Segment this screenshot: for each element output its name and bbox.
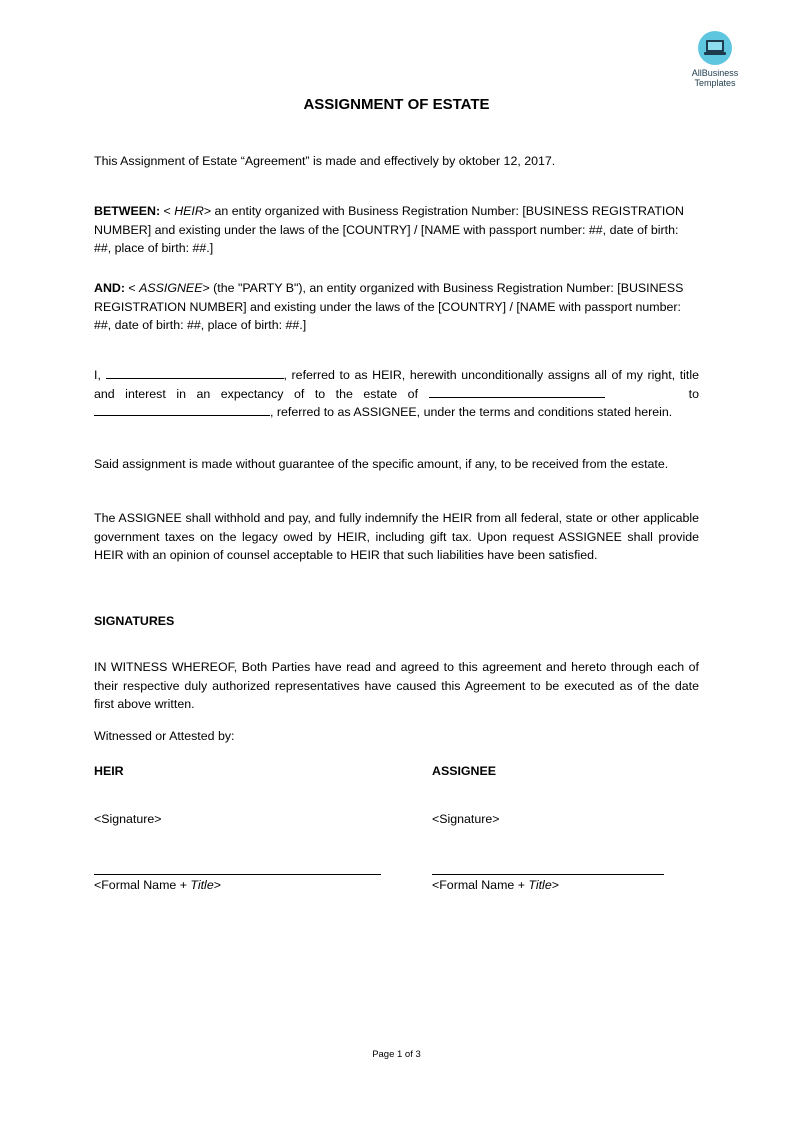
between-label: BETWEEN:	[94, 204, 161, 218]
heir-signature-line[interactable]	[94, 874, 381, 875]
assignee-signature-label: <Signature>	[432, 812, 500, 826]
assignment-clause: I, , referred to as HEIR, herewith unconditionally assigns all of my right, title and interest in an expectancy of to the estate of to , referred to as ASSIGNEE, under the terms and conditions stated herein.	[94, 368, 699, 419]
and-paragraph: AND: < ASSIGNEE> (the "PARTY B"), an entity organized with Business Registration Number: [BUSINESS REGISTRATION NUMBER] and existing under the laws of the [COUNTRY] / [NAME with passport number: ##, date of birth: ##, place of birth: ##.]	[94, 281, 684, 332]
assignee-signature-line[interactable]	[432, 874, 664, 875]
allbusiness-logo	[684, 31, 746, 88]
estate-name-blank[interactable]	[429, 385, 605, 398]
heir-formal-name: <Formal Name + Title>	[94, 878, 221, 892]
heir-signature-label: <Signature>	[94, 812, 162, 826]
heir-heading: HEIR	[94, 764, 124, 778]
intro-paragraph: This Assignment of Estate “Agreement” is made and effectively by oktober 12, 2017.	[94, 154, 556, 168]
assignee-heading: ASSIGNEE	[432, 764, 497, 778]
signatures-heading: SIGNATURES	[94, 614, 175, 628]
heir-party: HEIR	[174, 204, 204, 218]
attested-label: Witnessed or Attested by:	[94, 729, 235, 743]
assignee-party: ASSIGNEE	[139, 281, 203, 295]
witness-paragraph: IN WITNESS WHEREOF, Both Parties have read and agreed to this agreement and hereto through each of their respective duly authorized representatives have caused this Agreement to be executed as of the date first above written.	[94, 660, 699, 711]
logo-text: AllBusiness Templates	[691, 68, 739, 88]
assignee-name-blank[interactable]	[94, 403, 270, 416]
guarantee-clause: Said assignment is made without guarantee of the specific amount, if any, to be received from the estate.	[94, 457, 669, 471]
and-label: AND:	[94, 281, 125, 295]
tax-clause: The ASSIGNEE shall withhold and pay, and fully indemnify the HEIR from all federal, state or other applicable government taxes on the legacy owed by HEIR, including gift tax. Upon request ASSIGNEE shall provide HEIR with an opinion of counsel acceptable to HEIR that such liabilities have been satisfied.	[94, 511, 699, 562]
laptop-icon	[698, 31, 732, 65]
page-number: Page 1 of 3	[372, 1049, 421, 1060]
assignee-formal-name: <Formal Name + Title>	[432, 878, 559, 892]
document-title: ASSIGNMENT OF ESTATE	[303, 96, 490, 113]
heir-name-blank[interactable]	[106, 366, 284, 379]
between-paragraph: BETWEEN: < HEIR> an entity organized with Business Registration Number: [BUSINESS REGISTRATION NUMBER] and existing under the laws of the [COUNTRY] / [NAME with passport number: ##, date of birth: ##, place of birth: ##.]	[94, 204, 684, 255]
